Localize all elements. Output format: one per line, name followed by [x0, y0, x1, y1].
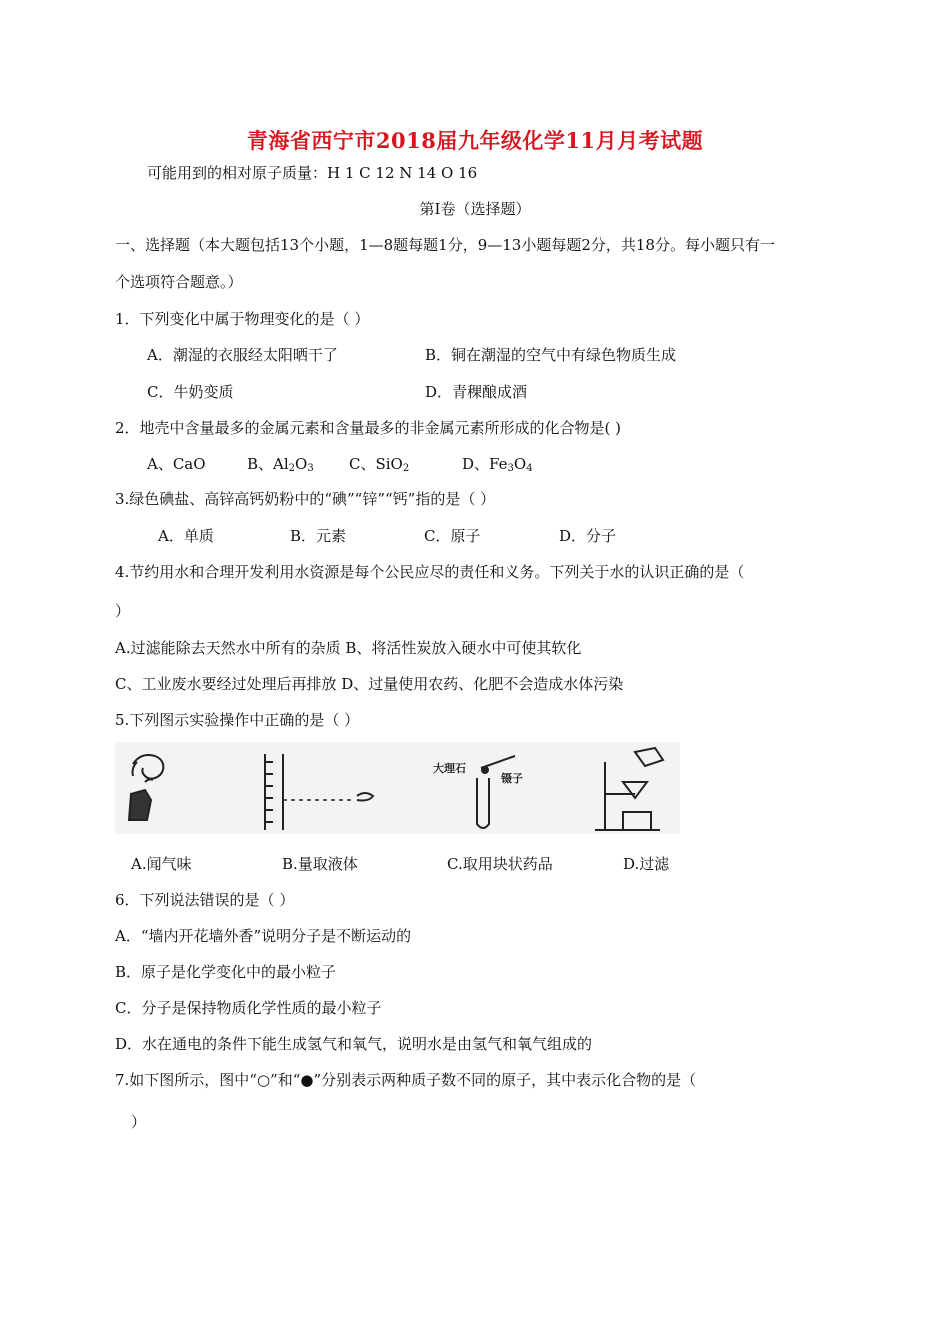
question-2-option-b: B、$Al_2O_3$ [247, 455, 314, 474]
question-3-stem: 3.绿色碘盐、高锌高钙奶粉中的“碘”“锌”“钙”指的是（ ） [115, 490, 496, 508]
question-3-option-a: A．单质 [158, 527, 214, 545]
volume-heading: 第Ⅰ卷（选择题） [419, 200, 531, 218]
question-6-stem: 6．下列说法错误的是（ ） [115, 891, 295, 909]
question-2-option-c: C、SiO$_2$ [349, 455, 410, 474]
question-5-option-d: D.过滤 [623, 855, 670, 873]
question-5-option-b: B.量取液体 [282, 855, 358, 873]
question-5-option-c: C.取用块状药品 [447, 855, 553, 873]
question-4-stem-line1: 4.节约用水和合理开发利用水资源是每个公民应尽的责任和义务。下列关于水的认识正确的是（ [115, 563, 745, 581]
question-3-option-b: B．元素 [290, 527, 347, 545]
question-2-stem: 2．地壳中含量最多的金属元素和含量最多的非金属元素所形成的化合物是( ) [115, 419, 622, 437]
question-5-option-a: A.闻气味 [131, 855, 192, 873]
question-3-option-d: D．分子 [559, 527, 617, 545]
question-2-option-d: D、$Fe_3O_4$ [462, 455, 533, 474]
question-4-stem-line2: ） [115, 602, 131, 620]
question-7-stem-line1: 7.如下图所示，图中“○”和“●”分别表示两种质子数不同的原子，其中表示化合物的是（ [115, 1071, 697, 1089]
question-4-options-cd: C、工业废水要经过处理后再排放 D、过量使用农药、化肥不会造成水体污染 [115, 675, 624, 693]
question-1-option-a: A．潮湿的衣服经太阳晒干了 [147, 346, 338, 364]
question-1-option-d: D．青稞酿成酒 [425, 383, 528, 401]
question-6-option-b: B．原子是化学变化中的最小粒子 [115, 963, 337, 981]
lab-operations-figure [115, 742, 680, 834]
page-title: 青海省西宁市2018届九年级化学11月月考试题 [246, 128, 704, 153]
question-2-option-a: A、CaO [147, 455, 206, 473]
question-7-stem-line2: ） [131, 1113, 147, 1131]
question-4-options-ab: A.过滤能除去天然水中所有的杂质 B、将活性炭放入硬水中可使其软化 [115, 639, 582, 657]
section-instructions-line1: 一、选择题（本大题包括13个小题，1—8题每题1分，9—13小题每题2分，共18分。每小题只有一 [115, 236, 775, 254]
question-5-stem: 5.下列图示实验操作中正确的是（ ） [115, 711, 360, 729]
atomic-mass-note: 可能用到的相对原子质量：H 1 C 12 N 14 O 16 [147, 164, 478, 182]
question-3-option-c: C．原子 [424, 527, 481, 545]
figure-label-tweezers: 镊子 [501, 772, 523, 785]
section-instructions-line2: 个选项符合题意。） [115, 273, 243, 291]
question-1-stem: 1．下列变化中属于物理变化的是（ ） [115, 310, 370, 328]
question-6-option-c: C．分子是保持物质化学性质的最小粒子 [115, 999, 382, 1017]
question-6-option-a: A．“墙内开花墙外香”说明分子是不断运动的 [115, 927, 412, 945]
question-1-option-b: B．铜在潮湿的空气中有绿色物质生成 [425, 346, 677, 364]
question-1-option-c: C．牛奶变质 [147, 383, 234, 401]
question-6-option-d: D．水在通电的条件下能生成氢气和氧气，说明水是由氢气和氧气组成的 [115, 1035, 593, 1053]
lab-operations-illustration [115, 742, 680, 834]
figure-label-marble: 大理石 [433, 762, 466, 775]
